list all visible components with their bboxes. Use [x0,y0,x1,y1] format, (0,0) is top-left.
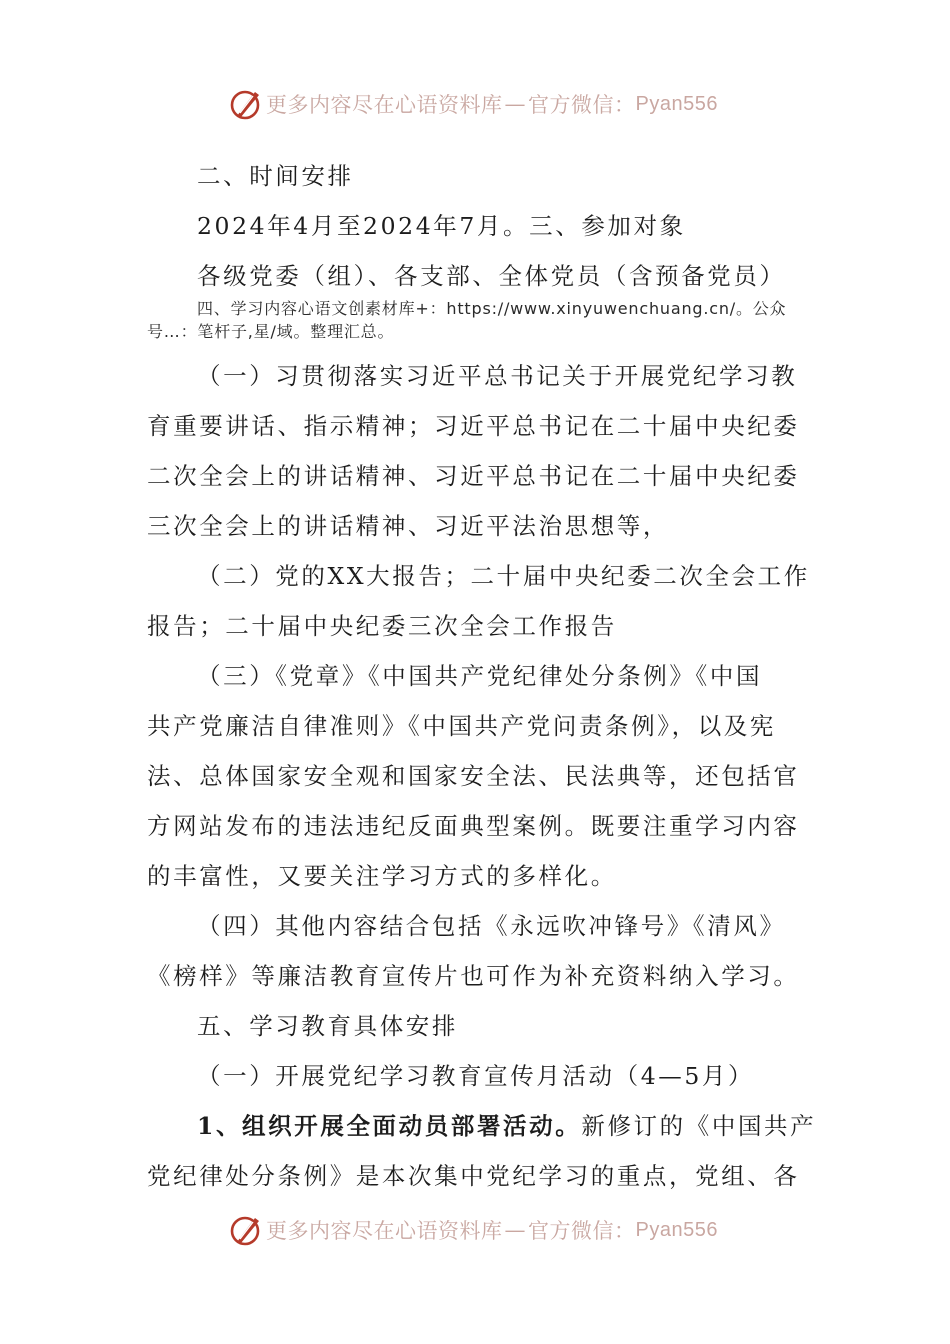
watermark-contact: 官方微信： [528,93,636,117]
paragraph-line: （一）习贯彻落实习近平总书记关于开展党纪学习教 [197,362,798,390]
watermark-separator: — [504,1218,526,1242]
watermark-text: 更多内容尽在心语资料库 [266,93,503,117]
watermark-banner-bottom [228,1210,718,1250]
subsection-heading: （一）开展党纪学习教育宣传月活动（4—5月） [197,1062,755,1090]
paragraph-line: （四）其他内容结合包括《永远吹冲锋号》《清风》 [197,912,786,940]
watermark-id: Pyan556 [635,1218,718,1241]
watermark-separator: — [504,92,526,116]
paragraph-line: 法、总体国家安全观和国家安全法、民法典等，还包括官 [147,762,800,790]
watermark-contact: 官方微信： [528,1219,636,1243]
paragraph-line: 党纪律处分条例》是本次集中党纪学习的重点，党组、各 [147,1162,800,1190]
watermark-banner-top [228,84,718,124]
source-note-line: 号…：笔杆子,星/域。整理汇总。 [147,322,395,341]
source-note-line: 四、学习内容心语文创素材库+：https://www.xinyuwenchuang.cn/。公众 [197,299,787,318]
watermark-id: Pyan556 [635,92,718,115]
paragraph-text: 新修订的《中国共产 [581,1112,817,1140]
paragraph-line: 的丰富性，又要关注学习方式的多样化。 [147,862,617,890]
paragraph-line: 共产党廉洁自律准则》《中国共产党问责条例》，以及宪 [147,712,776,740]
paragraph-line [197,1107,816,1141]
paragraph-line: （二）党的XX大报告；二十届中央纪委二次全会工作 [197,562,810,590]
paragraph-line: 育重要讲话、指示精神；习近平总书记在二十届中央纪委 [147,412,800,440]
paragraph-line: 报告；二十届中央纪委三次全会工作报告 [147,612,617,640]
paragraph-line: 2024年4月至2024年7月。三、参加对象 [197,212,686,240]
section-heading-arrangement: 五、学习教育具体安排 [197,1012,458,1040]
paragraph-line: 二次全会上的讲话精神、习近平总书记在二十届中央纪委 [147,462,800,490]
bold-lead-phrase: 1、组织开展全面动员部署活动。 [197,1112,582,1140]
section-heading-time: 二、时间安排 [197,162,354,190]
paragraph-line: 各级党委（组）、各支部、全体党员（含预备党员） [197,262,786,290]
paragraph-line: 《榜样》等廉洁教育宣传片也可作为补充资料纳入学习。 [147,962,800,990]
paragraph-line: 方网站发布的违法违纪反面典型案例。既要注重学习内容 [147,812,800,840]
paragraph-line: 三次全会上的讲话精神、习近平法治思想等， [147,512,669,540]
paragraph-line: （三）《党章》《中国共产党纪律处分条例》《中国 [197,662,763,690]
quill-logo-icon [228,1212,264,1248]
watermark-text: 更多内容尽在心语资料库 [266,1219,503,1243]
quill-logo-icon [228,86,264,122]
